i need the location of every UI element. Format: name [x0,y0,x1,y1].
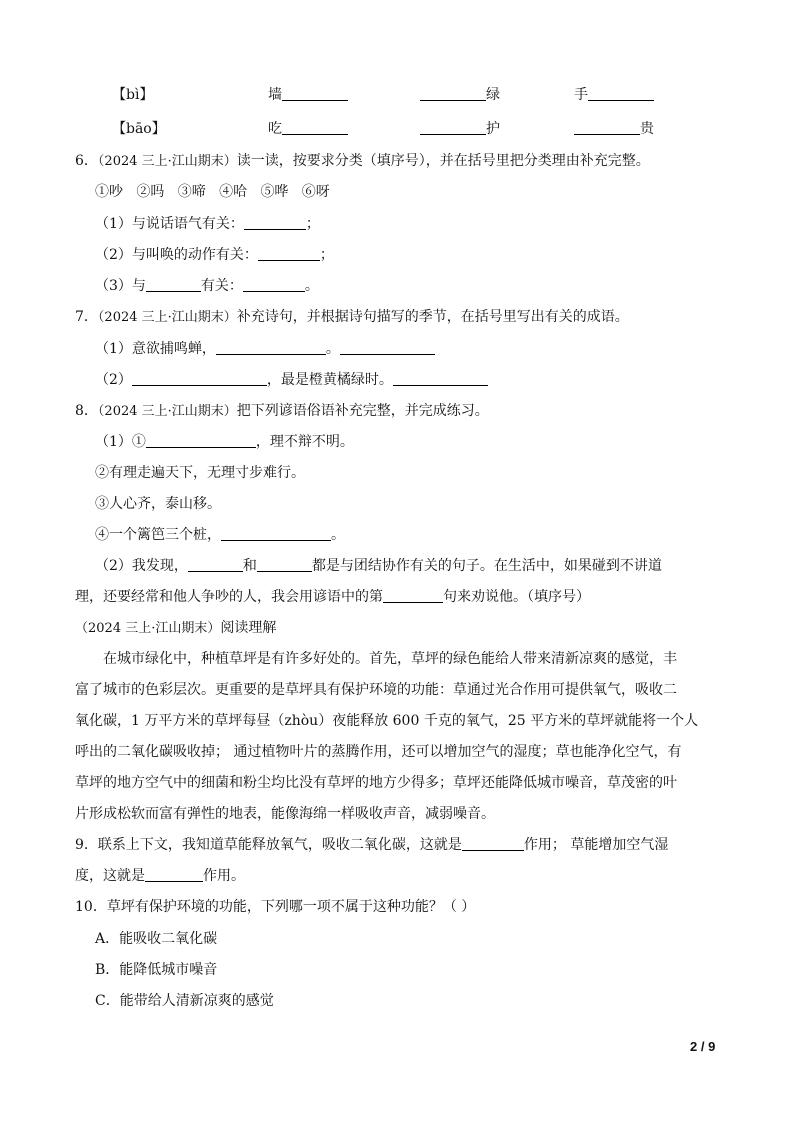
answer-blank[interactable] [188,557,243,572]
q10-option-a[interactable]: A．能吸收二氧化碳 [95,931,218,947]
source-tag: （2024 三上·江山期末） [97,310,237,325]
sub-text: ，最是橙黄橘绿时。 [266,372,393,388]
answer-blank[interactable] [244,215,306,230]
question-text: 9．联系上下文，我知道草能释放氧气，吸收二氧化碳，这就是 [75,837,462,853]
q8-line4 [95,524,345,544]
punct: 。 [331,527,345,543]
sub-text: （3）与 [95,278,146,294]
question-text: 补充诗句，并根据诗句描写的季节，在括号里写出有关的成语。 [236,309,629,325]
sub-text: ④一个篱笆三个桩， [95,527,221,543]
question-number: 6． [75,153,98,169]
idiom-blank[interactable] [393,371,488,386]
pinyin-row1-cell2 [420,84,500,104]
pinyin-row2-cell2 [420,118,500,138]
answer-blank[interactable] [282,120,348,135]
punct: 。 [325,341,340,357]
section-title: 阅读理解 [220,620,277,636]
char: 贵 [640,121,654,137]
question-text: 把下列谚语俗语补充完整，并完成练习。 [236,403,489,419]
question-text: 度，这就是 [75,868,145,884]
page-number: 2 / 9 [690,1039,716,1054]
option: ④哈 [219,184,248,200]
question-9-line2 [75,865,245,885]
question-text: 读一读，按要求分类（填序号），并在括号里把分类理由补充完整。 [236,153,650,169]
q6-sub2 [95,244,334,264]
pinyin-row2-cell1 [268,118,348,138]
char: 墙 [268,87,282,103]
punct: 。 [304,278,319,294]
q8-line2: ②有理走遍天下，无理寸步难行。 [95,465,305,481]
sub-text: 和 [242,558,257,574]
answer-blank[interactable] [132,371,267,386]
q7-sub1 [95,338,435,358]
question-10: 10．草坪有保护环境的功能，下列哪一项不属于这种功能？（ ） [75,899,476,915]
q8-line3: ③人心齐，泰山移。 [95,496,221,512]
pinyin-row1-cell3 [574,84,654,104]
sub-text: 句来劝说他。（填序号） [443,589,590,605]
q10-option-c[interactable]: C．能带给人清新凉爽的感觉 [95,993,274,1009]
option: ⑥呀 [301,184,330,200]
pinyin-label-bi: 【bì】 [112,87,154,103]
sub-text: 理，还要经常和他人争吵的人，我会用谚语中的第 [75,589,383,605]
q6-sub3 [95,275,319,295]
source-tag: （2024 三上·江山期末） [97,404,237,419]
sub-text: （1）与说话语气有关： [95,216,244,232]
answer-blank[interactable] [462,836,524,851]
char: 吃 [268,121,282,137]
reading-line: 富了城市的色彩层次。更重要的是草坪具有保护环境的功能：草通过光合作用可提供氧气，吸收二 [75,682,677,698]
question-text: 作用。 [203,868,245,884]
q6-options [95,181,330,201]
reading-line: 草坪的地方空气中的细菌和粉尘均比没有草坪的地方少得多；草坪还能降低城市噪音，草茂密的叶 [75,775,677,791]
sub-text: ，理不辩不明。 [255,434,354,450]
answer-blank[interactable] [258,246,320,261]
sub-text: （2） [95,372,132,388]
answer-blank[interactable] [574,120,640,135]
q6-sub1 [95,213,320,233]
char: 护 [486,121,500,137]
answer-blank[interactable] [146,433,256,448]
punct: ； [319,247,334,263]
question-9 [75,834,668,854]
answer-blank[interactable] [243,277,305,292]
answer-blank[interactable] [216,340,326,355]
pinyin-row1-cell1 [268,84,348,104]
char: 手 [574,87,588,103]
answer-blank[interactable] [588,86,654,101]
answer-blank[interactable] [221,526,331,541]
question-7 [75,306,629,326]
reading-line: 氧化碳，1 万平方米的草坪每昼（zhòu）夜能释放 600 千克的氧气，25 平方米的草坪就能将一个人 [75,713,699,729]
sub-text: （2）我发现， [95,558,188,574]
answer-blank[interactable] [282,86,348,101]
q8-line6 [75,586,590,606]
reading-line: 在城市绿化中，种植草坪是有许多好处的。首先，草坪的绿色能给人带来清新凉爽的感觉，丰 [103,651,677,667]
answer-blank[interactable] [145,867,203,882]
answer-blank[interactable] [420,86,486,101]
answer-blank[interactable] [383,588,443,603]
reading-header [75,617,276,637]
reading-line: 片形成松软而富有弹性的地表，能像海绵一样吸收声音，减弱噪音。 [75,806,495,822]
q7-sub2 [95,369,488,389]
option: ③啼 [177,184,206,200]
question-8 [75,400,489,420]
source-tag: （2024 三上·江山期末） [75,621,221,636]
pinyin-label-bao: 【bāo】 [112,121,166,137]
source-tag: （2024 三上·江山期末） [97,154,237,169]
question-6 [75,150,650,170]
answer-blank[interactable] [257,557,312,572]
q8-line5 [95,555,662,575]
question-number: 7． [75,309,98,325]
answer-blank[interactable] [146,277,201,292]
question-number: 8． [75,403,98,419]
option: ①吵 [95,184,123,200]
sub-text: （2）与叫唤的动作有关： [95,247,258,263]
option: ②吗 [136,184,165,200]
sub-text: 都是与团结协作有关的句子。在生活中，如果碰到不讲道 [311,558,662,574]
pinyin-row2-cell3 [574,118,654,138]
idiom-blank[interactable] [340,340,435,355]
question-text: 作用； 草能增加空气湿 [523,837,669,853]
char: 绿 [486,87,500,103]
q8-line1 [95,431,354,451]
sub-text: （1）意欲捕鸣蝉， [95,341,216,357]
sub-text: （1）① [95,434,146,450]
punct: ； [305,216,320,232]
sub-text: 有关： [200,278,243,294]
option: ⑤哗 [260,184,289,200]
reading-line: 呼出的二氧化碳吸收掉； 通过植物叶片的蒸腾作用，还可以增加空气的湿度；草也能净化空气，有 [75,744,682,760]
q10-option-b[interactable]: B．能降低城市噪音 [95,962,218,978]
answer-blank[interactable] [420,120,486,135]
